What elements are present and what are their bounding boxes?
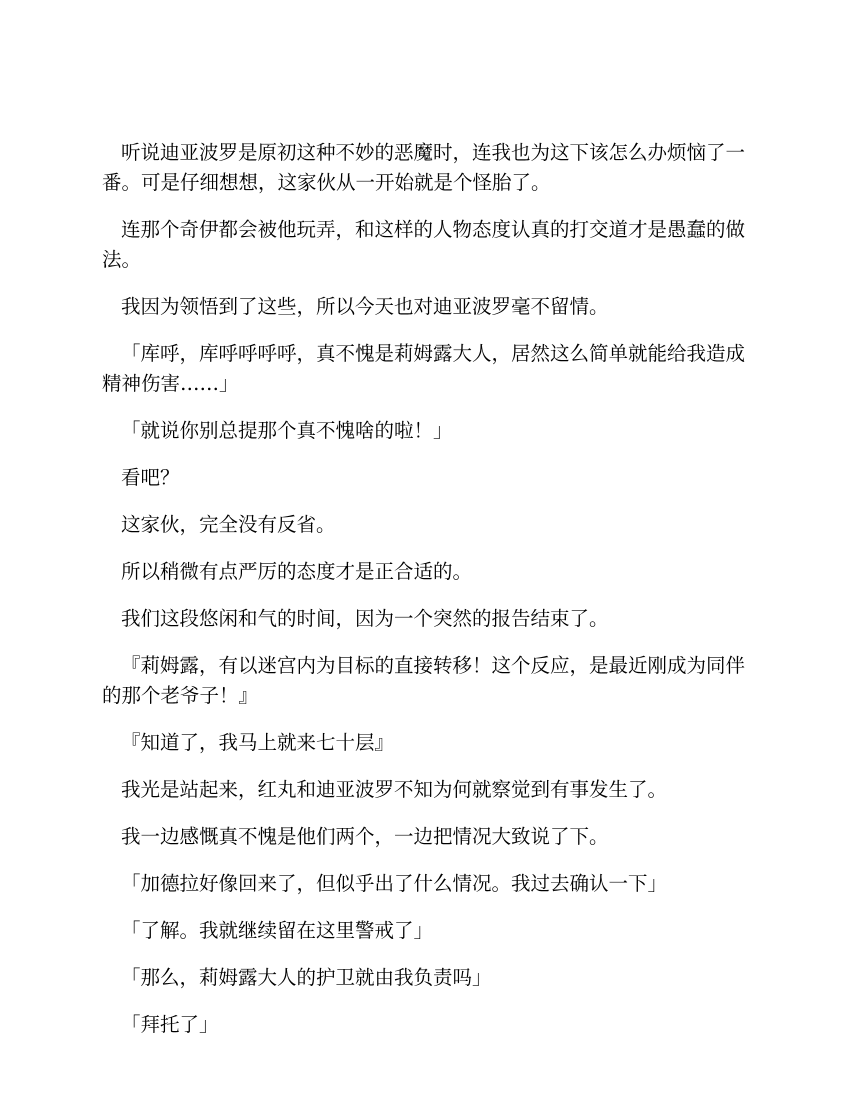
paragraph: 『莉姆露，有以迷宫内为目标的直接转移！这个反应，是最近刚成为同伴的那个老爷子！』 [102,654,746,707]
paragraph: 「那么，莉姆露大人的护卫就由我负责吗」 [121,966,492,989]
paragraph: 『知道了，我马上就来七十层』 [121,731,395,754]
paragraph: 「了解。我就继续留在这里警戒了」 [121,919,434,942]
paragraph: 「加德拉好像回来了，但似乎出了什么情况。我过去确认一下」 [121,872,668,895]
paragraph: 这家伙，完全没有反省。 [121,513,336,536]
document-page [102,138,752,1057]
paragraph: 「就说你别总提那个真不愧啥的啦！」 [121,419,453,442]
paragraph: 「库呼，库呼呼呼呼，真不愧是莉姆露大人，居然这么简单就能给我造成精神伤害……」 [102,342,746,395]
paragraph: 连那个奇伊都会被他玩弄，和这样的人物态度认真的打交道才是愚蠢的做法。 [102,218,746,271]
paragraph: 所以稍微有点严厉的态度才是正合适的。 [121,560,473,583]
paragraph: 「拜托了」 [121,1013,219,1036]
paragraph: 听说迪亚波罗是原初这种不妙的恶魔时，连我也为这下该怎么办烦恼了一番。可是仔细想想，这家伙从一开始就是个怪胎了。 [102,141,746,194]
paragraph: 我们这段悠闲和气的时间，因为一个突然的报告结束了。 [121,607,609,630]
paragraph: 我因为领悟到了这些，所以今天也对迪亚波罗毫不留情。 [121,295,609,318]
paragraph: 我光是站起来，红丸和迪亚波罗不知为何就察觉到有事发生了。 [121,778,668,801]
paragraph: 看吧？ [121,466,180,489]
paragraph: 我一边感慨真不愧是他们两个，一边把情况大致说了下。 [121,825,609,848]
